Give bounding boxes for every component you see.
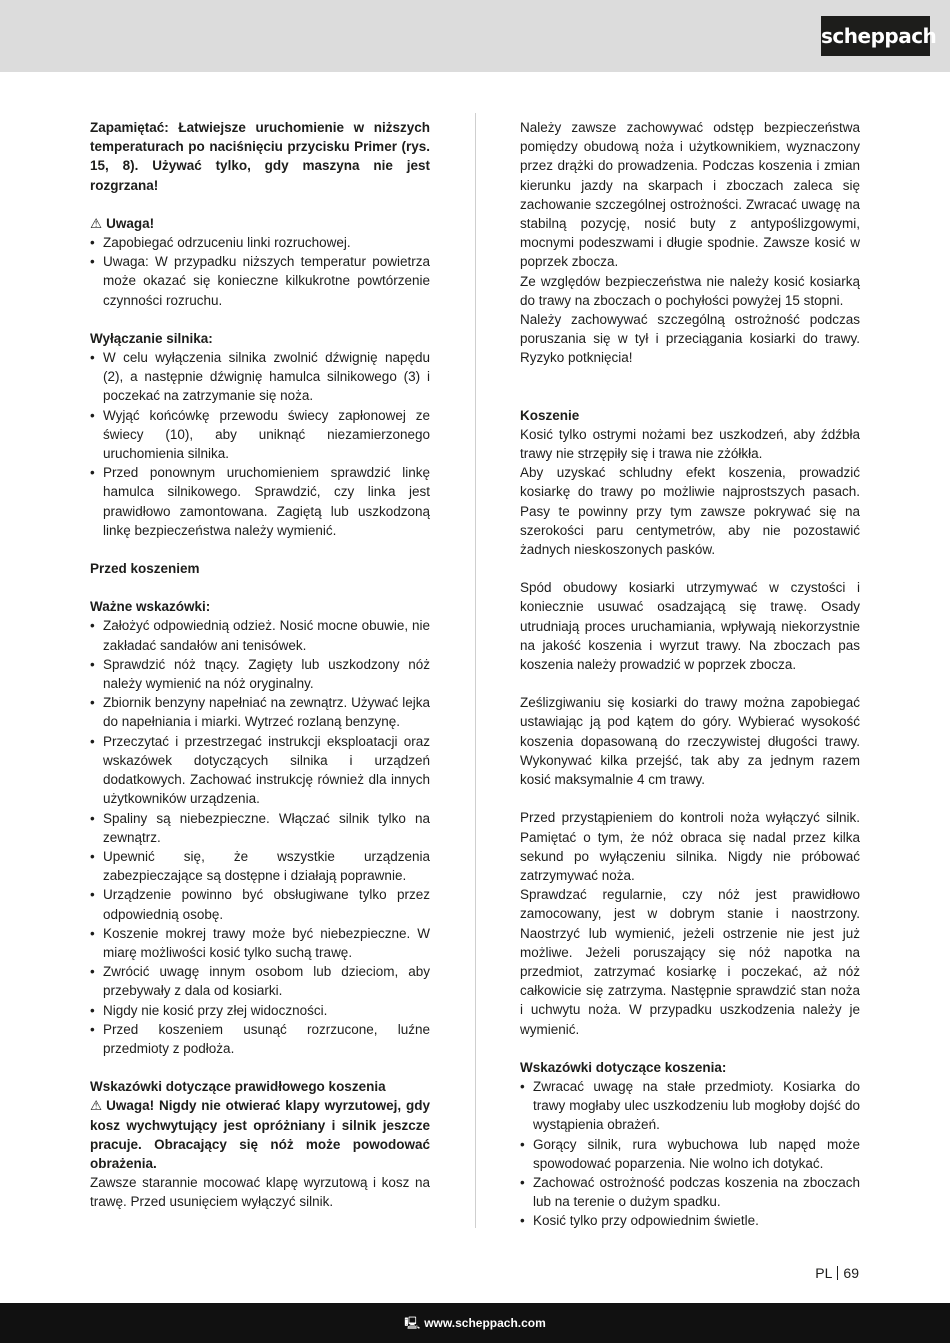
list-item: • W celu wyłączenia silnika zwolnić dźwignię napędu (2), a następnie dźwignię hamulca silnikowego (3) i poczekać na zatrzymanie się noża. — [90, 348, 430, 406]
important-list — [90, 616, 430, 1058]
page-number-separator — [837, 1266, 838, 1280]
page-number — [815, 1265, 859, 1281]
proper-warning-text: Uwaga! Nigdy nie otwierać klapy wyrzutowej, gdy kosz wychwytujący jest opróżniany i silnik jeszcze pracuje. Obracający się nóż może powodować obrażenia. — [90, 1098, 430, 1171]
section-heading-stop-engine: Wyłączanie silnika: — [90, 330, 213, 346]
list-item: • Przed koszeniem usunąć rozrzucone, luźne przedmioty z podłoża. — [90, 1020, 430, 1058]
list-item: • Zwracać uwagę na stałe przedmioty. Kosiarka do trawy mogłaby ulec uszkodzeniu lub mogłoby dojść do wystąpienia obrażeń. — [520, 1077, 860, 1135]
warning-triangle-icon: ⚠ — [90, 1098, 103, 1114]
list-item: • Wyjąć końcówkę przewodu świecy zapłonowej ze świecy (10), aby uniknąć niezamierzonego uruchomienia silnika. — [90, 406, 430, 464]
list-item: • Uwaga: W przypadku niższych temperatur powietrza może okazać się konieczne kilkukrotne powtórzenie czynności rozruchu. — [90, 252, 430, 310]
mowing-tips-list — [520, 1077, 860, 1231]
paragraph: Sprawdzać regularnie, czy nóż jest prawidłowo zamocowany, jest w dobrym stanie i naostrzony. Naostrzyć lub wymienić, jeżeli ostrzenie nie jest już możliwe. Jeżeli poruszający się nóż napotka na przedmiot, zatrzymać kosiarkę i poczekać, aż nóż całkowicie się zatrzyma. Następnie sprawdzić stan noża i uchwytu noża. W przypadku uszkodzenia należy je wymienić. — [520, 887, 860, 1037]
section-heading-before-mowing: Przed koszeniem — [90, 561, 200, 577]
paragraph: Spód obudowy kosiarki utrzymywać w czystości i koniecznie usuwać osadzającą się trawę. Osady utrudniają proces uruchamiania, wpływają niekorzystnie na jakość koszenia i wyrzut trawy. Na zboczach pas koszenia należy prowadzić w poprzek zbocza. — [520, 580, 860, 673]
column-divider — [475, 113, 476, 1228]
proper-mowing-text: Zawsze starannie mocować klapę wyrzutową i kosz na trawę. Przed usunięciem wyłączyć silnik. — [90, 1175, 430, 1210]
list-item: • Kosić tylko przy odpowiednim świetle. — [520, 1211, 860, 1230]
section-heading-mowing: Koszenie — [520, 407, 580, 423]
list-item: • Upewnić się, że wszystkie urządzenia zabezpieczające są dostępne i działają poprawnie. — [90, 847, 430, 885]
page-number-value: 69 — [843, 1265, 859, 1281]
section-heading-mowing-tips: Wskazówki dotyczące koszenia: — [520, 1059, 727, 1075]
list-item: • Zachować ostrożność podczas koszenia na zboczach lub na terenie o dużym spadku. — [520, 1173, 860, 1211]
list-item: • Gorący silnik, rura wybuchowa lub napęd może spowodować poparzenia. Nie wolno ich dotykać. — [520, 1135, 860, 1173]
list-item: • Zwrócić uwagę innym osobom lub dzieciom, aby przebywały z dala od kosiarki. — [90, 962, 430, 1000]
paragraph: Należy zachowywać szczególną ostrożność podczas poruszania się w tył i przeciągania kosiarki do trawy. Ryzyko potknięcia! — [520, 312, 860, 366]
brand-logo: scheppach — [821, 16, 930, 56]
warning-heading — [90, 214, 430, 233]
stop-engine-list — [90, 348, 430, 540]
computer-icon: 🖳 — [404, 1316, 421, 1330]
left-column — [90, 118, 430, 1212]
paragraph: Aby uzyskać schludny efekt koszenia, prowadzić kosiarkę do trawy po możliwie najprostszych pasach. Pasy te powinny przy tym zawsze pokrywać się na szerokości paru centymetrów, aby nie pozostawić żadnych nieskoszonych pasków. — [520, 465, 860, 558]
list-item: • Zbiornik benzyny napełniać na zewnątrz. Używać lejka do napełniania i miarki. Wytrzeć rozlaną benzynę. — [90, 693, 430, 731]
paragraph: Ześlizgiwaniu się kosiarki do trawy można zapobiegać ustawiając ją pod kątem do góry. Wybierać wysokość koszenia dopasowaną do rzeczywistej długości trawy. Wykonywać kilka przejść, tak aby za jednym razem kosić maksymalnie 4 cm trawy. — [520, 695, 860, 788]
list-item: • Spaliny są niebezpieczne. Włączać silnik tylko na zewnątrz. — [90, 809, 430, 847]
list-item: • Założyć odpowiednią odzież. Nosić mocne obuwie, nie zakładać sandałów ani tenisówek. — [90, 616, 430, 654]
paragraph: Należy zawsze zachowywać odstęp bezpieczeństwa pomiędzy obudową noża i użytkownikiem, wyznaczony przez drążki do prowadzenia. Podczas koszenia i zmian kierunku jazdy na skarpach i zboczach zaleca się zachowanie szczególnej ostrożności. Zwracać uwagę na stabilną pozycję, nosić buty z antypoślizgowymi, mocnymi podeszwami i długie spodnie. Zawsze kosić w poprzek zbocza. — [520, 120, 860, 270]
warning-triangle-icon: ⚠ — [90, 215, 103, 231]
section-heading-important: Ważne wskazówki: — [90, 599, 211, 615]
paragraph: Ze względów bezpieczeństwa nie należy kosić kosiarką do trawy na zboczach o pochyłości powyżej 15 stopni. — [520, 273, 860, 308]
primer-note: Zapamiętać: Łatwiejsze uruchomienie w niższych temperaturach po naciśnięciu przycisku Primer (rys. 15, 8). Używać tylko, gdy maszyna nie jest rozgrzana! — [90, 120, 430, 193]
footer-bar — [0, 1303, 950, 1343]
list-item: • Sprawdzić nóż tnący. Zagięty lub uszkodzony nóż należy wymienić na nóż oryginalny. — [90, 655, 430, 693]
header-bar — [0, 0, 950, 72]
proper-mowing-warning — [90, 1096, 430, 1173]
list-item: • Zapobiegać odrzuceniu linki rozruchowej. — [90, 233, 430, 252]
paragraph: Przed przystąpieniem do kontroli noża wyłączyć silnik. Pamiętać o tym, że nóż obraca się nadal przez kilka sekund po wyłączeniu silnika. Nigdy nie próbować zatrzymywać noża. — [520, 810, 860, 883]
list-item: • Urządzenie powinno być obsługiwane tylko przez odpowiednią osobę. — [90, 885, 430, 923]
paragraph: Kosić tylko ostrymi nożami bez uszkodzeń, aby źdźbła trawy nie strzępiły się i trawa nie zżółkła. — [520, 426, 860, 462]
warning-list — [90, 233, 430, 310]
section-heading-proper-mowing: Wskazówki dotyczące prawidłowego koszenia — [90, 1079, 386, 1095]
page-language: PL — [815, 1265, 833, 1281]
warning-title: Uwaga! — [106, 215, 155, 231]
right-column — [520, 118, 860, 1231]
list-item: • Koszenie mokrej trawy może być niebezpieczne. W miarę możliwości kosić tylko suchą trawę. — [90, 924, 430, 962]
footer-url[interactable]: www.scheppach.com — [424, 1316, 546, 1330]
list-item: • Nigdy nie kosić przy złej widoczności. — [90, 1001, 430, 1020]
list-item: • Przed ponownym uruchomieniem sprawdzić linkę hamulca silnikowego. Sprawdzić, czy linka jest prawidłowo zamontowana. Zagiętą lub uszkodzoną linkę bezpieczeństwa należy wymienić. — [90, 463, 430, 540]
list-item: • Przeczytać i przestrzegać instrukcji eksploatacji oraz wskazówek dotyczących silnika i urządzeń dodatkowych. Zachować instrukcję również dla innych użytkowników urządzenia. — [90, 732, 430, 809]
